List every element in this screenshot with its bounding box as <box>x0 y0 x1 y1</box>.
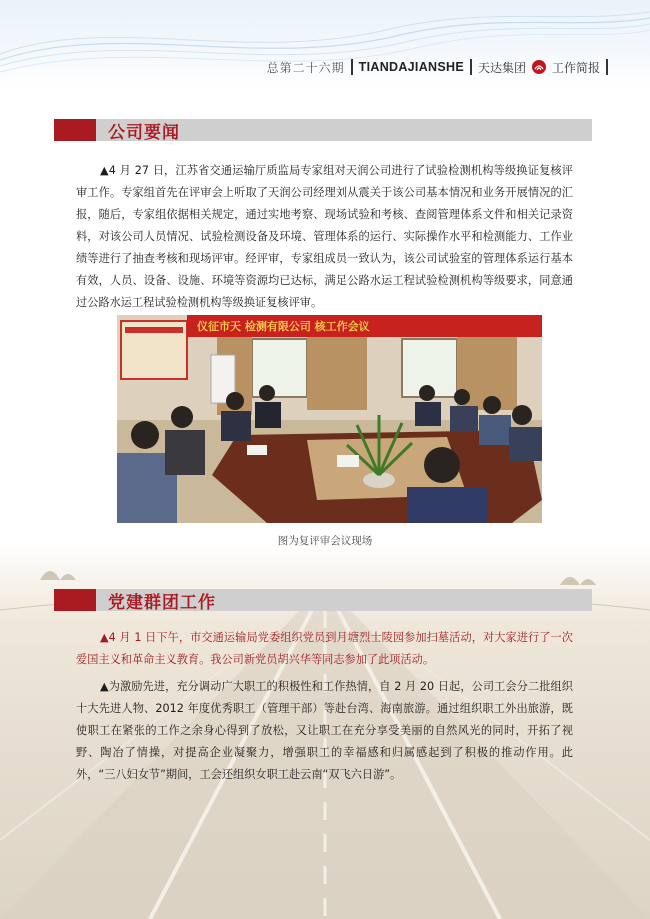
tianda-logo-icon <box>532 60 546 74</box>
meeting-photo <box>117 315 542 523</box>
brand-name: TIANDAJIANSHE <box>358 60 464 74</box>
title-accent-block <box>54 119 96 141</box>
news-paragraph-memorial: ▲4 月 1 日下午，市交通运输局党委组织党员到月塘烈士陵园参加扫墓活动，对大家进行了一次爱国主义和革命主义教育。我公司新党员胡兴华等同志参加了此项活动。 <box>76 631 573 666</box>
publication-name: 工作简报 <box>551 60 600 75</box>
group-name: 天达集团 <box>477 60 526 75</box>
section-title-company-news <box>54 119 592 141</box>
photo-banner-text: 仪征市天 检测有限公司 核工作会议 <box>197 320 370 333</box>
photo-caption: 图为复评审会议现场 <box>277 535 373 547</box>
header-divider <box>606 59 608 75</box>
header-divider <box>470 59 472 75</box>
page-header <box>267 57 608 77</box>
section-title-party-work <box>54 589 592 611</box>
issue-number: 总第二十六期 <box>266 60 345 75</box>
title-accent-block <box>54 589 96 611</box>
news-paragraph-tour: ▲为激励先进，充分调动广大职工的积极性和工作热情，自 2 月 20 日起，公司工会分二批组织十大先进人物、2012 年度优秀职工（管理干部）等赴台湾、海南旅游。通过组织职工外出旅游，既使职工在紧张的工作之余身心得到了放松，又让职工在充分享受美丽的自然风光的同时，开拓了视野、陶冶了情操，对提高企业凝聚力，增强职工的幸福感和归属感起到了积极的推动作用。此外，“三八妇女节”期间，工会还组织女职工赴云南“双飞六日游”。 <box>76 680 573 781</box>
section-title-text: 公司要闻 <box>108 122 180 143</box>
news-paragraph-review: ▲4 月 27 日，江苏省交通运输厅质监局专家组对天润公司进行了试验检测机构等级换证复核评审工作。专家组首先在评审会上听取了天润公司经理刘从震关于该公司基本情况和业务开展情况的汇报，随后，专家组依据相关规定，通过实地考察、现场试验和考核、查阅管理体系文件和相关记录资料，对该公司人员情况、试验检测设备及环境、管理体系的运行、实际操作水平和检测能力、工作业绩等进行了抽查考核和现场评审。经评审，专家组成员一致认为，该公司试验室的管理体系运行基本有效，人员、设备、设施、环境等资源均已达标，满足公路水运工程试验检测机构等级要求，同意通过公路水运工程试验检测机构等级换证复核评审。 <box>76 164 573 309</box>
header-divider <box>351 59 353 75</box>
section-title-text: 党建群团工作 <box>108 592 216 613</box>
